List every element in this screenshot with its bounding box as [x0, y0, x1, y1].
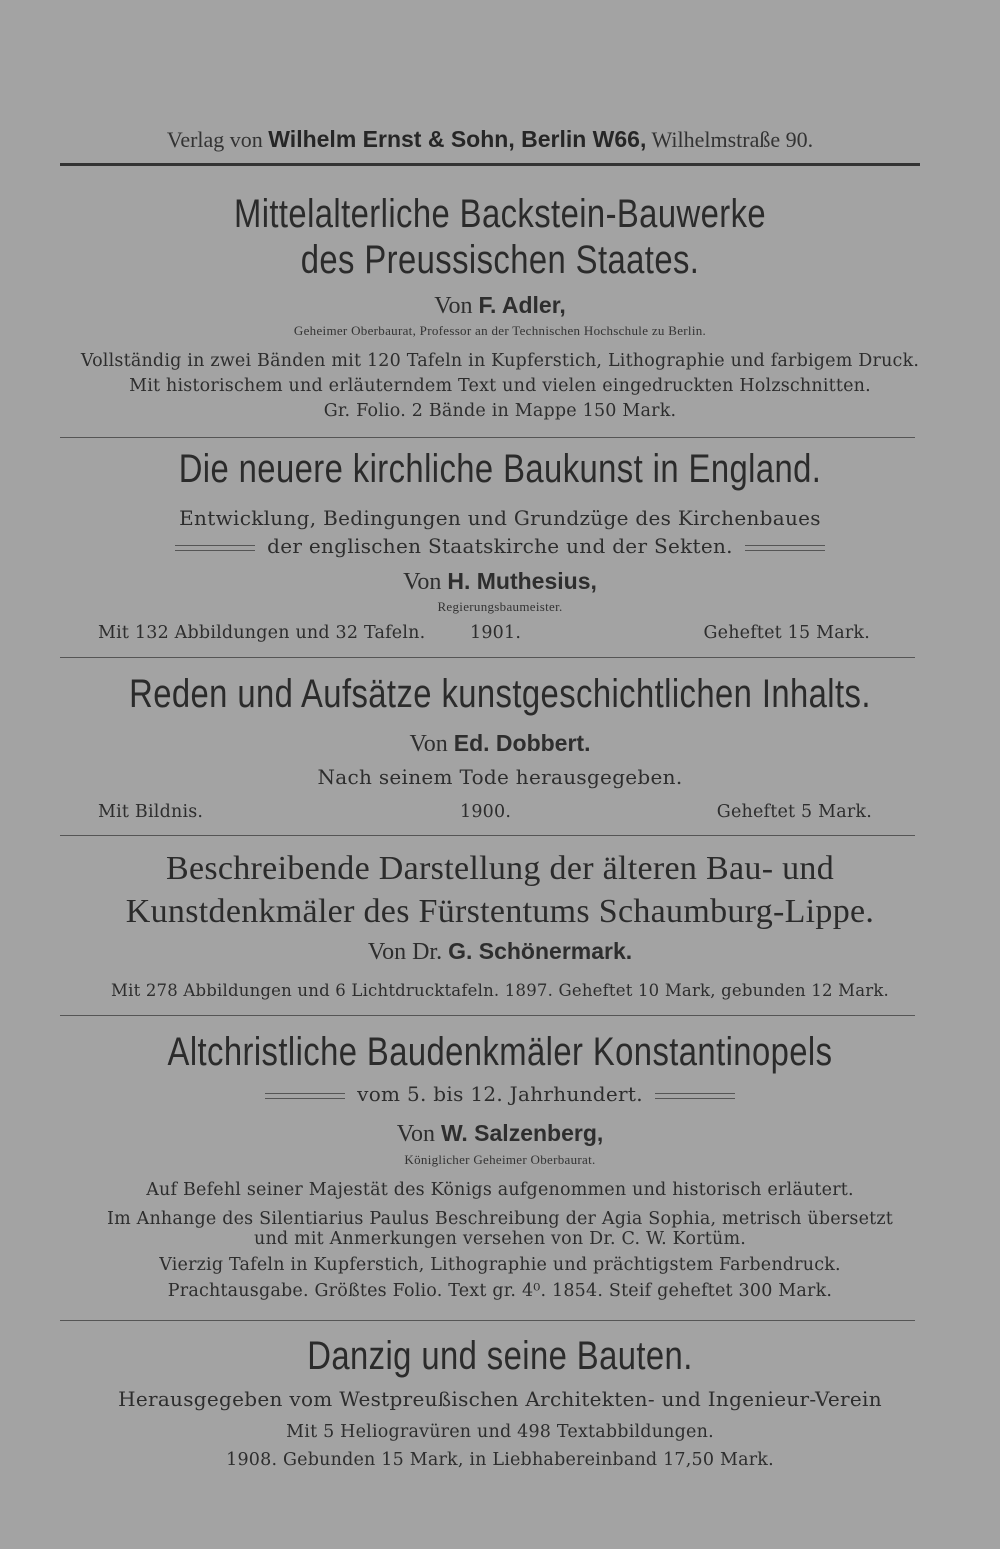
divider-2: [60, 657, 915, 658]
header-rule: [60, 163, 920, 166]
divider-5: [60, 1320, 915, 1321]
divider-1: [60, 437, 915, 438]
book-5-author: [0, 1120, 1000, 1148]
ornament-rule-left: [175, 545, 255, 551]
divider-4: [60, 1015, 915, 1016]
book-2-author-role: Regierungsbaumeister.: [437, 599, 563, 614]
ornament-rule-right: [745, 545, 825, 551]
book-2-author-prefix: Von: [403, 569, 442, 595]
book-6-detail-2: 1908. Gebunden 15 Mark, in Liebhabereinband 17,50 Mark.: [226, 1450, 774, 1470]
book-5-detail-3: und mit Anmerkungen versehen von Dr. C. W. Kortüm.: [253, 1229, 747, 1249]
book-2-footer-left: Mit 132 Abbildungen und 32 Tafeln.: [98, 623, 426, 643]
book-3-author-prefix: Von: [409, 731, 448, 757]
ornament-rule-right: [655, 1093, 735, 1099]
book-6-subtitle: Herausgegeben vom Westpreußischen Architekten- und Ingenieur-Verein: [118, 1387, 882, 1411]
book-2-subtitle-line-1: Entwicklung, Bedingungen und Grundzüge des Kirchenbaues: [179, 506, 821, 530]
book-1-author: [0, 292, 1000, 320]
book-5-author-role: Königlicher Geheimer Oberbaurat.: [404, 1152, 596, 1167]
book-2-author-name: H. Muthesius,: [447, 568, 597, 594]
book-1-detail-3: Gr. Folio. 2 Bände in Mappe 150 Mark.: [323, 401, 677, 421]
book-4-title-line-1: Beschreibende Darstellung der älteren Bau- und: [165, 850, 835, 887]
book-5-author-prefix: Von: [396, 1121, 435, 1147]
book-3-title: Reden und Aufsätze kunstgeschichtlichen Inhalts.: [129, 672, 871, 716]
book-6-title: Danzig und seine Bauten.: [307, 1334, 693, 1378]
book-2-footer-right: Geheftet 15 Mark.: [703, 623, 870, 643]
book-4-detail: Mit 278 Abbildungen und 6 Lichtdrucktafeln. 1897. Geheftet 10 Mark, gebunden 12 Mark.: [111, 981, 889, 1000]
book-3-note: Nach seinem Tode herausgegeben.: [317, 765, 683, 789]
book-2-footer-center: 1901.: [470, 623, 522, 643]
book-1-detail-2: Mit historischem und erläuterndem Text und vielen eingedruckten Holzschnitten.: [129, 376, 871, 396]
book-2-title: Die neuere kirchliche Baukunst in England.: [178, 447, 822, 491]
book-3-author: [0, 730, 1000, 758]
book-1-author-role: Geheimer Oberbaurat, Professor an der Technischen Hochschule zu Berlin.: [293, 323, 707, 338]
book-4-author: [0, 938, 1000, 966]
book-3-author-name: Ed. Dobbert.: [453, 730, 591, 756]
publisher-header: [60, 126, 920, 153]
book-1-author-name: F. Adler,: [478, 292, 566, 318]
book-5-subtitle: vom 5. bis 12. Jahrhundert.: [357, 1082, 643, 1106]
header-prefix: Verlag von: [166, 127, 263, 152]
book-3-footer-right: Geheftet 5 Mark.: [716, 802, 872, 822]
book-3-footer-left: Mit Bildnis.: [98, 802, 204, 822]
book-1-detail-1: Vollständig in zwei Bänden mit 120 Tafeln in Kupferstich, Lithographie und farbigem Druck.: [80, 351, 920, 371]
book-5-title: Altchristliche Baudenkmäler Konstantinopels: [167, 1030, 833, 1074]
book-4-author-prefix: Von Dr.: [367, 939, 443, 965]
book-4-title-line-2: Kunstdenkmäler des Fürstentums Schaumburg-Lippe.: [125, 893, 875, 930]
ornament-rule-left: [265, 1093, 345, 1099]
book-4-author-name: G. Schönermark.: [448, 938, 633, 964]
book-1-author-prefix: Von: [434, 293, 473, 319]
header-address: Wilhelmstraße 90.: [651, 127, 814, 152]
divider-3: [60, 835, 915, 836]
book-2-subtitle-line-2-row: [0, 534, 1000, 558]
book-3-footer-center: 1900.: [460, 802, 512, 822]
book-5-detail-2: Im Anhange des Silentiarius Paulus Beschreibung der Agia Sophia, metrisch übersetzt: [106, 1209, 894, 1229]
book-5-detail-4: Vierzig Tafeln in Kupferstich, Lithographie und prächtigstem Farbendruck.: [159, 1255, 841, 1275]
book-5-author-name: W. Salzenberg,: [440, 1120, 604, 1146]
book-2-author: [0, 568, 1000, 596]
book-2-subtitle-line-2: der englischen Staatskirche und der Sekten.: [267, 534, 733, 558]
book-1-title-line-2: des Preussischen Staates.: [300, 238, 700, 282]
book-5-detail-5: Prachtausgabe. Größtes Folio. Text gr. 4⁰. 1854. Steif geheftet 300 Mark.: [167, 1281, 833, 1301]
book-5-subtitle-row: [0, 1082, 1000, 1106]
book-5-detail-1: Auf Befehl seiner Majestät des Königs aufgenommen und historisch erläutert.: [146, 1180, 854, 1200]
header-publisher: Wilhelm Ernst & Sohn, Berlin W66,: [268, 126, 647, 152]
book-6-detail-1: Mit 5 Heliogravüren und 498 Textabbildungen.: [286, 1422, 714, 1442]
book-1-title-line-1: Mittelalterliche Backstein-Bauwerke: [233, 192, 767, 236]
